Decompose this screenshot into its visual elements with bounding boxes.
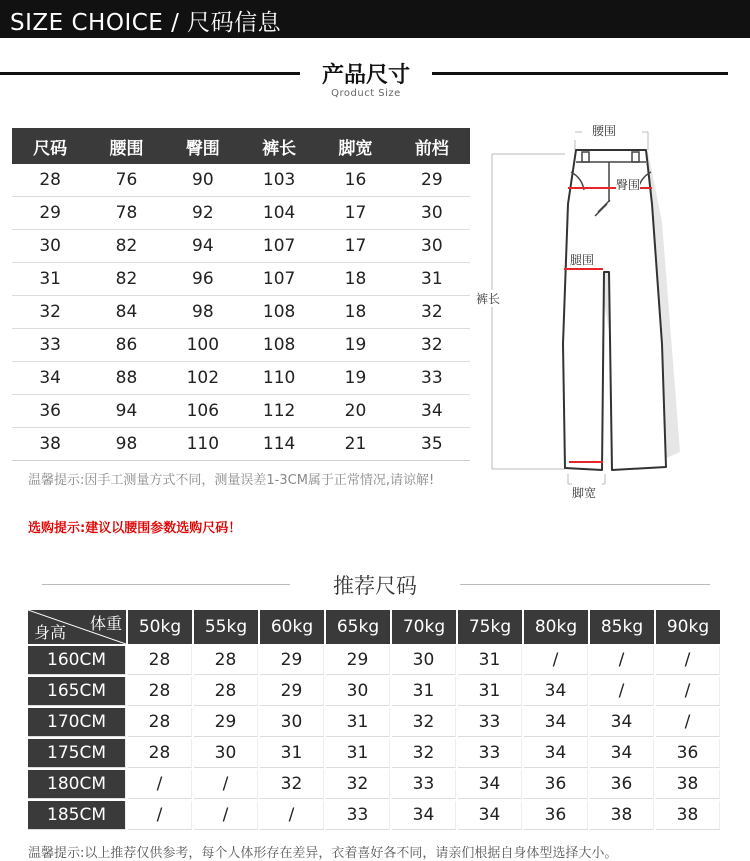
table-cell: 98 xyxy=(88,428,164,461)
table-cell: 114 xyxy=(241,428,317,461)
table-cell: / xyxy=(128,770,192,799)
table-cell: 19 xyxy=(317,329,393,362)
table-row xyxy=(28,739,720,768)
weight-header: 90kg xyxy=(656,610,720,644)
table-row xyxy=(12,428,470,461)
section-divider-right xyxy=(432,72,728,75)
table-cell: 28 xyxy=(128,739,192,768)
table-cell: 32 xyxy=(12,296,88,329)
hip-label: 臀围 xyxy=(616,178,641,192)
product-size-table xyxy=(12,128,470,461)
table-cell: 34 xyxy=(590,708,654,737)
table-cell: 34 xyxy=(12,362,88,395)
table-cell: 33 xyxy=(394,362,470,395)
table-cell: 28 xyxy=(128,677,192,706)
col-header-size: 尺码 xyxy=(12,128,88,164)
height-row-header: 170CM xyxy=(28,708,126,737)
table-cell: 107 xyxy=(241,230,317,263)
table-cell: 17 xyxy=(317,230,393,263)
table-row xyxy=(12,164,470,197)
table-cell: 110 xyxy=(165,428,241,461)
table-cell: 94 xyxy=(165,230,241,263)
table-cell: 31 xyxy=(458,677,522,706)
table-cell: 33 xyxy=(458,708,522,737)
table-cell: 31 xyxy=(12,263,88,296)
table-cell: / xyxy=(194,770,258,799)
table-cell: 76 xyxy=(88,164,164,197)
table-cell: 30 xyxy=(260,708,324,737)
table-cell: 33 xyxy=(392,770,456,799)
height-row-header: 180CM xyxy=(28,770,126,799)
weight-header: 85kg xyxy=(590,610,654,644)
table-cell: 30 xyxy=(12,230,88,263)
table-cell: / xyxy=(590,646,654,675)
table-cell: 33 xyxy=(12,329,88,362)
table-cell: 32 xyxy=(394,296,470,329)
section-divider-left xyxy=(0,72,300,75)
table-cell: 34 xyxy=(590,739,654,768)
col-header-hip: 臀围 xyxy=(165,128,241,164)
pants-illustration xyxy=(470,112,750,512)
corner-weight-label: 体重 xyxy=(89,614,122,633)
table-row xyxy=(12,395,470,428)
table-row xyxy=(12,230,470,263)
height-row-header: 185CM xyxy=(28,801,126,830)
table-cell: / xyxy=(260,801,324,830)
recommend-header-row xyxy=(28,610,720,644)
pants-diagram xyxy=(470,112,750,512)
table-cell: 36 xyxy=(524,801,588,830)
table-cell: 103 xyxy=(241,164,317,197)
table-row xyxy=(28,677,720,706)
weight-header: 50kg xyxy=(128,610,192,644)
table-row xyxy=(12,197,470,230)
table-row xyxy=(12,296,470,329)
table-cell: 18 xyxy=(317,263,393,296)
weight-header: 55kg xyxy=(194,610,258,644)
header-bar xyxy=(0,0,750,38)
table-cell: 84 xyxy=(88,296,164,329)
table-cell: 38 xyxy=(656,801,720,830)
table-cell: 31 xyxy=(326,739,390,768)
table-cell: 30 xyxy=(394,197,470,230)
table-cell: 36 xyxy=(590,770,654,799)
purchase-tip: 选购提示:建议以腰围参数选购尺码！ xyxy=(28,521,242,536)
measurement-note: 温馨提示:因手工测量方式不同，测量误差1-3CM属于正常情况,请谅解! xyxy=(28,473,435,488)
table-cell: 34 xyxy=(392,801,456,830)
table-cell: / xyxy=(656,708,720,737)
table-cell: 32 xyxy=(326,770,390,799)
col-header-rise: 前档 xyxy=(394,128,470,164)
table-cell: 36 xyxy=(12,395,88,428)
table-cell: 112 xyxy=(241,395,317,428)
table-cell: 34 xyxy=(458,801,522,830)
table-cell: 107 xyxy=(241,263,317,296)
table-cell: 34 xyxy=(458,770,522,799)
table-cell: 106 xyxy=(165,395,241,428)
table-cell: 19 xyxy=(317,362,393,395)
table-cell: 36 xyxy=(656,739,720,768)
table-cell: 36 xyxy=(524,770,588,799)
table-cell: / xyxy=(656,646,720,675)
table-cell: / xyxy=(590,677,654,706)
height-row-header: 165CM xyxy=(28,677,126,706)
table-cell: / xyxy=(128,801,192,830)
corner-cell xyxy=(28,610,126,644)
table-cell: 33 xyxy=(458,739,522,768)
recommend-title: 推荐尺码 xyxy=(333,574,417,598)
table-cell: 92 xyxy=(165,197,241,230)
table-cell: / xyxy=(656,677,720,706)
table-cell: 82 xyxy=(88,230,164,263)
weight-header: 65kg xyxy=(326,610,390,644)
table-cell: 38 xyxy=(12,428,88,461)
table-cell: / xyxy=(524,646,588,675)
table-cell: 31 xyxy=(394,263,470,296)
table-cell: 88 xyxy=(88,362,164,395)
recommend-note: 温馨提示:以上推荐仅供参考，每个人体形存在差异，衣着喜好各不同，请亲们根据自身体型选择大小。 xyxy=(28,846,618,861)
table-cell: 16 xyxy=(317,164,393,197)
thigh-label: 腿围 xyxy=(570,253,595,267)
table-row xyxy=(12,362,470,395)
table-cell: 29 xyxy=(394,164,470,197)
product-size-header-row xyxy=(12,128,470,164)
table-cell: 29 xyxy=(326,646,390,675)
table-cell: 32 xyxy=(394,329,470,362)
table-cell: 21 xyxy=(317,428,393,461)
table-cell: 94 xyxy=(88,395,164,428)
table-cell: 31 xyxy=(392,677,456,706)
table-cell: 31 xyxy=(260,739,324,768)
table-cell: 34 xyxy=(394,395,470,428)
recommend-divider-left xyxy=(42,584,290,585)
table-cell: / xyxy=(194,801,258,830)
foot-width-label: 脚宽 xyxy=(572,486,597,500)
table-cell: 18 xyxy=(317,296,393,329)
product-size-title: 产品尺寸 xyxy=(321,63,410,88)
table-cell: 30 xyxy=(394,230,470,263)
table-cell: 86 xyxy=(88,329,164,362)
table-cell: 30 xyxy=(194,739,258,768)
col-header-length: 裤长 xyxy=(241,128,317,164)
table-cell: 108 xyxy=(241,329,317,362)
page-title: SIZE CHOICE / 尺码信息 xyxy=(10,10,282,36)
table-cell: 20 xyxy=(317,395,393,428)
length-label: 裤长 xyxy=(476,292,501,306)
col-header-waist: 腰围 xyxy=(88,128,164,164)
table-row xyxy=(12,329,470,362)
table-cell: 28 xyxy=(194,646,258,675)
weight-header: 60kg xyxy=(260,610,324,644)
table-cell: 29 xyxy=(260,646,324,675)
table-cell: 32 xyxy=(392,708,456,737)
table-cell: 90 xyxy=(165,164,241,197)
table-cell: 28 xyxy=(194,677,258,706)
table-cell: 28 xyxy=(128,646,192,675)
table-cell: 17 xyxy=(317,197,393,230)
table-cell: 34 xyxy=(524,708,588,737)
weight-header: 80kg xyxy=(524,610,588,644)
table-cell: 104 xyxy=(241,197,317,230)
table-row xyxy=(12,263,470,296)
table-cell: 82 xyxy=(88,263,164,296)
table-cell: 34 xyxy=(524,739,588,768)
table-cell: 30 xyxy=(392,646,456,675)
recommend-divider-right xyxy=(460,584,710,585)
table-cell: 30 xyxy=(326,677,390,706)
height-row-header: 160CM xyxy=(28,646,126,675)
height-row-header: 175CM xyxy=(28,739,126,768)
table-row xyxy=(28,708,720,737)
weight-header: 75kg xyxy=(458,610,522,644)
table-cell: 100 xyxy=(165,329,241,362)
table-row xyxy=(28,801,720,830)
table-cell: 31 xyxy=(326,708,390,737)
waist-label: 腰围 xyxy=(592,124,617,138)
table-cell: 28 xyxy=(128,708,192,737)
table-cell: 35 xyxy=(394,428,470,461)
table-cell: 32 xyxy=(260,770,324,799)
table-cell: 38 xyxy=(590,801,654,830)
table-cell: 31 xyxy=(458,646,522,675)
table-cell: 32 xyxy=(392,739,456,768)
recommend-size-table xyxy=(26,608,722,832)
table-cell: 110 xyxy=(241,362,317,395)
table-cell: 78 xyxy=(88,197,164,230)
table-row xyxy=(28,770,720,799)
weight-header: 70kg xyxy=(392,610,456,644)
table-cell: 33 xyxy=(326,801,390,830)
table-cell: 108 xyxy=(241,296,317,329)
table-cell: 28 xyxy=(12,164,88,197)
table-row xyxy=(28,646,720,675)
table-cell: 98 xyxy=(165,296,241,329)
table-cell: 96 xyxy=(165,263,241,296)
table-cell: 29 xyxy=(12,197,88,230)
table-cell: 34 xyxy=(524,677,588,706)
table-cell: 102 xyxy=(165,362,241,395)
table-cell: 29 xyxy=(194,708,258,737)
table-cell: 29 xyxy=(260,677,324,706)
corner-height-label: 身高 xyxy=(34,623,67,642)
product-size-subtitle: Qroduct Size xyxy=(331,88,401,99)
table-cell: 38 xyxy=(656,770,720,799)
col-header-foot: 脚宽 xyxy=(317,128,393,164)
